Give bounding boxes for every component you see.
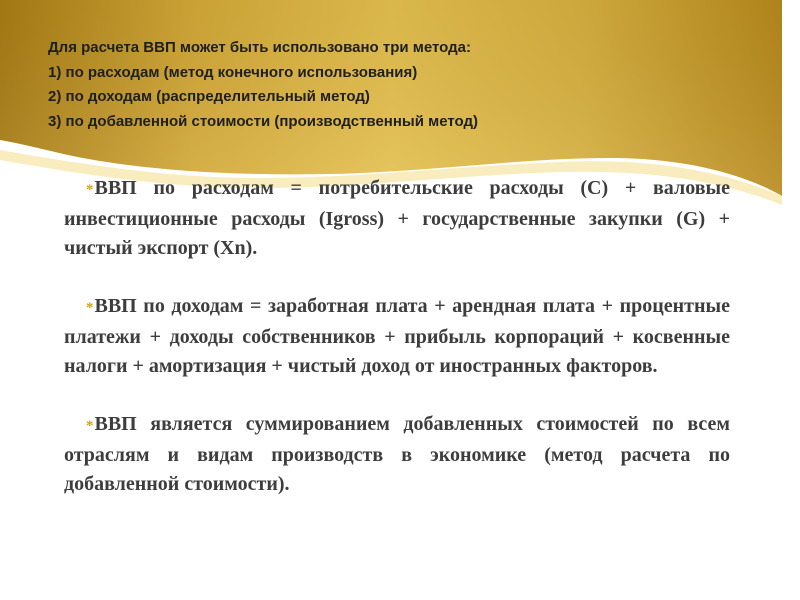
bullet-star-icon: * xyxy=(86,300,94,316)
bullet-paragraph xyxy=(64,292,730,381)
slide-title xyxy=(48,36,768,134)
content-body xyxy=(64,174,730,528)
title-line: 3) по добавленной стоимости (производственный метод) xyxy=(48,112,478,130)
paragraph-text: ВВП по доходам = заработная плата + арендная плата + процентные платежи + доходы собственников + прибыль корпораций + косвенные налоги + амортизация + чистый доход от иностранных факторов. xyxy=(64,295,730,377)
title-line: Для расчета ВВП может быть использовано три метода: xyxy=(48,39,471,56)
title-line: 1) по расходам (метод конечного использования) xyxy=(48,63,418,81)
bullet-star-icon: * xyxy=(86,182,94,198)
bullet-star-icon: * xyxy=(86,418,94,434)
bullet-paragraph xyxy=(64,174,730,263)
paragraph-text: ВВП является суммированием добавленных стоимостей по всем отраслям и видам производств в экономике (метод расчета по добавленной стоимости). xyxy=(64,413,730,495)
paragraph-text: ВВП по расходам = потребительские расходы (С) + валовые инвестиционные расходы (Igross) + государственные закупки (G) + чистый экспорт (Хn). xyxy=(64,177,730,259)
title-line: 2) по доходам (распределительный метод) xyxy=(48,88,370,105)
bullet-paragraph xyxy=(64,410,730,499)
